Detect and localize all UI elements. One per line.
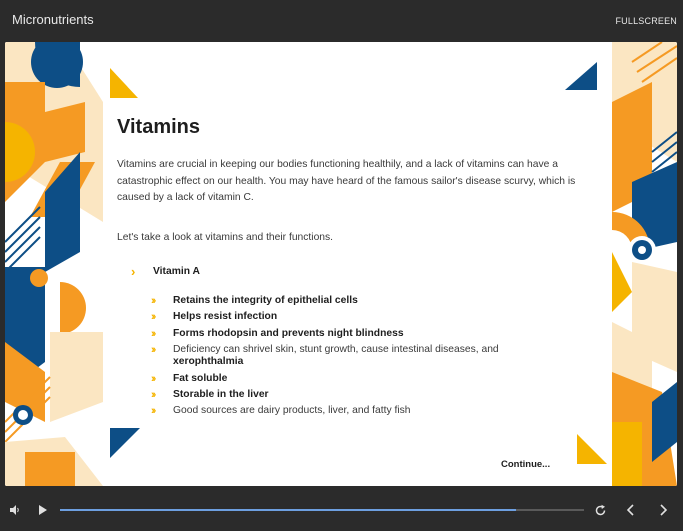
progress-fill — [60, 509, 516, 511]
list-item — [151, 311, 551, 323]
navy-triangle-bottom-left — [110, 428, 140, 458]
double-chevron-icon: ›› — [151, 327, 155, 340]
bullet-text: Storable in the liver — [173, 388, 269, 400]
slide-heading: Vitamins — [117, 116, 200, 138]
double-chevron-icon: ›› — [151, 344, 155, 357]
progress-bar[interactable] — [60, 509, 584, 511]
bullet-text: Forms rhodopsin and prevents night blindness — [173, 327, 404, 339]
continue-button[interactable]: Continue... — [501, 459, 551, 470]
bullet-text: Helps resist infection — [173, 311, 278, 323]
chevron-right-icon[interactable] — [659, 504, 668, 516]
top-bar — [0, 0, 683, 42]
section-vitamin-a — [131, 264, 200, 279]
play-icon[interactable] — [38, 505, 48, 515]
list-item — [151, 295, 551, 307]
yellow-triangle-bottom-right — [577, 434, 607, 464]
list-item — [151, 344, 551, 368]
app-title: Micronutrients — [12, 12, 94, 27]
list-item — [151, 373, 551, 385]
list-item — [151, 405, 551, 417]
bullet-text: Good sources are dairy products, liver, and fatty fish — [173, 405, 411, 417]
fullscreen-button[interactable]: FULLSCREEN — [615, 16, 677, 26]
replay-icon[interactable] — [594, 504, 607, 517]
chevron-right-icon: › — [131, 264, 136, 279]
lookat-text: Let's take a look at vitamins and their functions. — [117, 232, 334, 243]
left-decoration-pattern — [5, 42, 103, 486]
double-chevron-icon: ›› — [151, 372, 155, 385]
volume-icon[interactable] — [9, 504, 21, 516]
slide-stage — [5, 42, 677, 486]
section-label: Vitamin A — [153, 266, 200, 277]
list-item — [151, 389, 551, 401]
right-decoration-pattern — [612, 42, 677, 486]
bullet-text — [173, 344, 499, 368]
double-chevron-icon: ›› — [151, 295, 155, 307]
bullet-text-prefix: Deficiency can shrivel skin, stunt growth, cause intestinal diseases, and — [173, 344, 499, 356]
double-chevron-icon: ›› — [151, 388, 155, 401]
chevron-left-icon[interactable] — [626, 504, 635, 516]
list-item — [151, 328, 551, 340]
bullet-text: Fat soluble — [173, 372, 228, 384]
navy-triangle-top-right — [565, 62, 597, 90]
intro-paragraph: Vitamins are crucial in keeping our bodies functioning healthily, and a lack of vitamins can have a catastrophic effect on our health. You may have heard of the famous sailor's disease scurvy, which is caused by a lack of vitamin C. — [117, 159, 576, 203]
double-chevron-icon: ›› — [151, 311, 155, 324]
bullet-text: Retains the integrity of epithelial cells — [173, 295, 358, 306]
vitamin-a-bullets — [151, 295, 551, 422]
yellow-triangle-top-left — [110, 68, 138, 98]
double-chevron-icon: ›› — [151, 405, 155, 418]
bullet-text-strong: xerophthalmia — [173, 356, 244, 368]
